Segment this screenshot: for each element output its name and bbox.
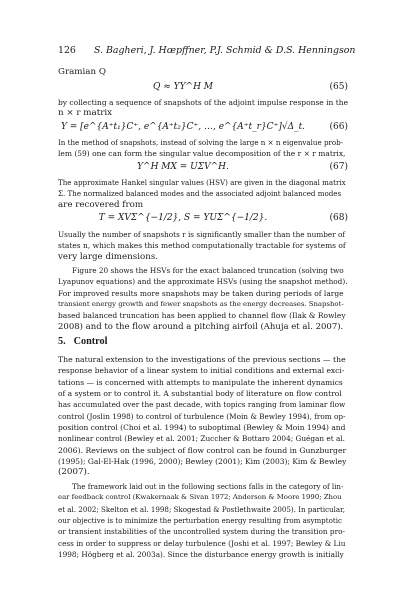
running-header-authors: S. Bagheri, J. Hœpffner, P.J. Schmid & D.S. Henningson [94,45,356,56]
text-line: based balanced truncation has been applied to channel flow (Ilak & Rowley [58,311,346,321]
section-heading [58,336,107,347]
equation-body: Y = [e^{A⁺t₁}C⁺, e^{A⁺t₂}C⁺, …, e^{A⁺t_r}C⁺]√Δ_t. [60,122,306,132]
text-line: states n, which makes this method computationally tractable for systems of [58,241,346,251]
equation-66 [58,122,348,136]
text-line: The approximate Hankel singular values (HSV) are given in the diagonal matrix [58,178,346,187]
text-line: very large dimensions. [58,251,159,262]
paragraph-figure [58,265,348,333]
text-line: Σ. The normalized balanced modes and the associated adjoint balanced modes [58,189,342,199]
text-line: n × r matrix [58,108,113,119]
text-line: 1998; Högberg et al. 2003a). Since the disturbance energy growth is initially [58,550,344,560]
text-line: Lyapunov equations) and the approximate HSVs (using the snapshot method). [58,277,348,287]
text-line: nonlinear control (Bewley et al. 2001; Zuccher & Bottaro 2004; Guégan et al. [58,434,345,444]
text-line: The framework laid out in the following sections falls in the category of lin- [72,482,344,491]
equation-body: T = XVΣ^{−1/2}, S = YUΣ^{−1/2}. [98,213,268,223]
equation-68 [58,213,348,227]
text-line: transient energy growth and fewer snapshots as the energy decreases. Snapshot- [58,300,344,309]
text-line: (1995); Gal-El-Hak (1996, 2000); Bewley (2001); Kim (2003); Kim & Bewley [58,457,347,467]
equation-body: Y^H MX = UΣV^H. [137,162,229,172]
equation-number: (66) [329,122,348,132]
equation-65 [58,82,348,96]
text-line: ear feedback control (Kwakernaak & Sivan 1972; Anderson & Moore 1990; Zhou [58,493,342,502]
text-line: by collecting a sequence of snapshots of the adjoint impulse response in the [58,98,349,107]
section-number: 5. [58,336,66,347]
equation-67 [58,162,348,176]
text-line: The natural extension to the investigations of the previous sections — the [58,355,346,364]
text-line: tations — is concerned with attempts to manipulate the inherent dynamics [58,377,343,387]
text-line: In the method of snapshots, instead of solving the large n × n eigenvalue prob- [58,138,344,147]
equation-number: (68) [329,213,348,223]
paragraph-collect [58,97,348,120]
running-header [58,45,356,59]
text-line: 2008) and to the flow around a pitching airfoil (Ahuja et al. 2007). [58,321,344,332]
text-line: Usually the number of snapshots r is significantly smaller than the number of [58,230,346,239]
paragraph-usually [58,229,348,263]
equation-body: Q ≈ YY^H M [153,82,213,92]
section-title: Control [73,336,108,347]
text-line: Figure 20 shows the HSVs for the exact balanced truncation (solving two [72,266,344,275]
text-line: 2006). Reviews on the subject of flow control can be found in Gunzburger [58,445,347,455]
equation-number: (65) [329,82,348,92]
text-line: et al. 2002; Skelton et al. 1998; Skogestad & Postlethwaite 2005). In particular, [58,504,345,514]
paragraph-method [58,137,348,160]
text-line: or transient instabilities of the uncontrolled system during the transition pro- [58,527,345,537]
text-line: our objective is to minimize the perturbation energy resulting from asymptotic [58,516,342,526]
text-line: control (Joslin 1998) to control of turbulence (Moin & Bewley 1994), from op- [58,411,346,421]
paragraph-hsv [58,177,348,211]
page-number: 126 [58,45,76,56]
text-line: lem (59) one can form the singular value decomposition of the r × r matrix, [58,149,346,159]
paragraph-control [58,354,348,479]
paragraph-gramian [58,67,348,78]
text-line: has accumulated over the past decade, with topics ranging from laminar flow [58,400,346,410]
text-line: cess in order to suppress or delay turbulence (Joshi et al. 1997; Bewley & Liu [58,538,346,548]
text-line: Gramian Q [58,67,106,77]
text-line: For improved results more snapshots may be taken during periods of large [58,288,344,298]
text-line: are recovered from [58,199,144,210]
text-line: response behavior of a linear system to initial conditions and external exci- [58,366,345,376]
equation-number: (67) [329,162,348,172]
paragraph-framework [58,481,348,560]
text-line: (2007). [58,467,90,478]
text-line: of a system or to control it. A substantial body of literature on flow control [58,389,342,399]
text-line: position control (Choi et al. 1994) to suboptimal (Bewley & Moin 1994) and [58,423,346,433]
